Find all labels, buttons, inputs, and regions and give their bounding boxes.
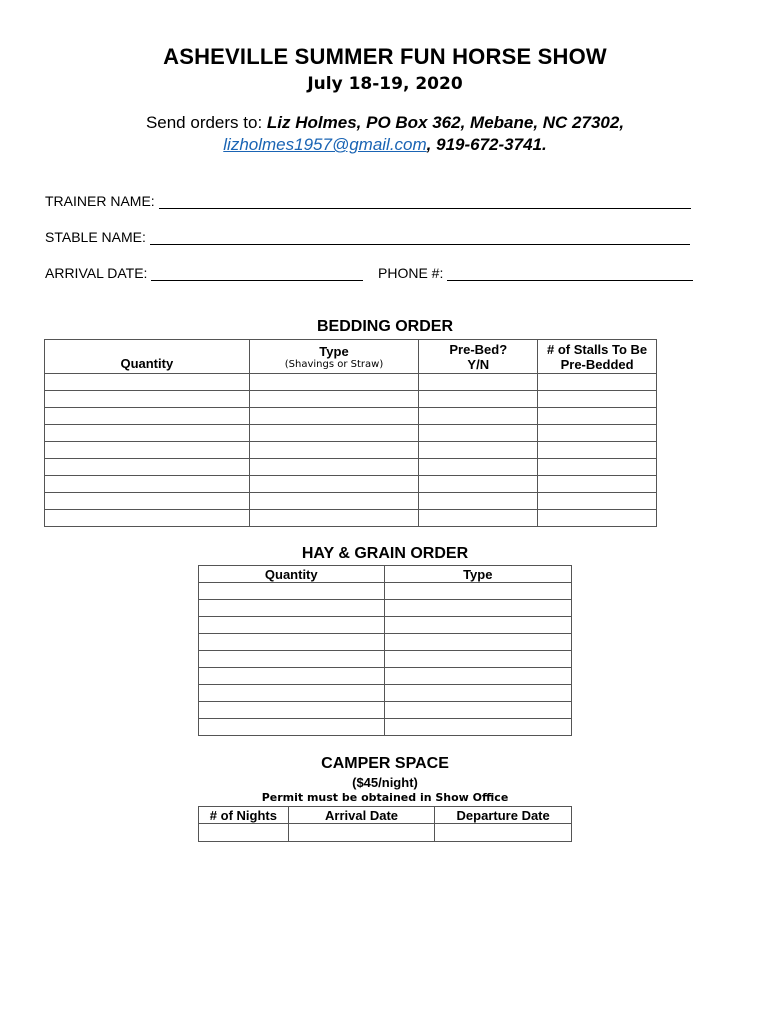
arrival-date-field[interactable] xyxy=(151,266,363,281)
bedding-col-stalls xyxy=(538,340,657,374)
table-cell[interactable] xyxy=(249,459,419,476)
table-cell[interactable] xyxy=(538,510,657,527)
hay-col-quantity: Quantity xyxy=(199,566,385,583)
table-row xyxy=(199,617,572,634)
table-cell[interactable] xyxy=(199,600,385,617)
bedding-col-type xyxy=(249,340,419,374)
camper-space-title: CAMPER SPACE xyxy=(321,755,449,772)
table-cell[interactable] xyxy=(45,408,250,425)
table-cell[interactable] xyxy=(538,459,657,476)
table-cell[interactable] xyxy=(419,493,538,510)
table-cell[interactable] xyxy=(384,617,571,634)
table-row xyxy=(199,583,572,600)
table-cell[interactable] xyxy=(249,374,419,391)
hay-col-type: Type xyxy=(384,566,571,583)
table-cell[interactable] xyxy=(419,510,538,527)
table-cell[interactable] xyxy=(538,493,657,510)
table-row xyxy=(45,442,657,459)
table-cell[interactable] xyxy=(384,668,571,685)
table-cell[interactable] xyxy=(199,719,385,736)
hay-grain-order-title: HAY & GRAIN ORDER xyxy=(301,545,469,562)
show-dates: July 18-19, 2020 xyxy=(307,74,463,94)
table-row xyxy=(199,600,572,617)
table-cell[interactable] xyxy=(249,408,419,425)
camper-col-nights: # of Nights xyxy=(199,807,289,824)
bedding-table xyxy=(44,339,657,527)
table-cell[interactable] xyxy=(538,391,657,408)
camper-table xyxy=(198,806,572,842)
table-cell[interactable] xyxy=(45,442,250,459)
table-row xyxy=(199,719,572,736)
table-row xyxy=(199,651,572,668)
table-cell[interactable] xyxy=(199,617,385,634)
table-row xyxy=(45,425,657,442)
table-row xyxy=(199,634,572,651)
phone-row xyxy=(378,265,693,281)
table-row xyxy=(45,408,657,425)
send-orders-line xyxy=(0,113,770,133)
send-label: Send orders to: xyxy=(145,113,263,132)
table-cell[interactable] xyxy=(199,824,289,842)
stable-name-row xyxy=(45,229,690,245)
trainer-name-row xyxy=(45,193,691,209)
table-cell[interactable] xyxy=(45,476,250,493)
table-cell[interactable] xyxy=(249,493,419,510)
camper-permit-note: Permit must be obtained in Show Office xyxy=(261,791,509,804)
phone-field[interactable] xyxy=(447,266,693,281)
bedding-col-prebed xyxy=(419,340,538,374)
table-cell[interactable] xyxy=(384,600,571,617)
table-cell[interactable] xyxy=(419,374,538,391)
hay-header-row xyxy=(199,566,572,583)
arrival-date-row xyxy=(45,265,363,281)
table-cell[interactable] xyxy=(384,685,571,702)
contact-line xyxy=(0,135,770,155)
table-cell[interactable] xyxy=(45,391,250,408)
table-cell[interactable] xyxy=(419,408,538,425)
table-cell[interactable] xyxy=(538,408,657,425)
table-cell[interactable] xyxy=(249,510,419,527)
bedding-col-type-label: Type xyxy=(319,343,349,359)
table-cell[interactable] xyxy=(384,634,571,651)
table-cell[interactable] xyxy=(384,651,571,668)
bedding-col-quantity: Quantity xyxy=(45,340,250,374)
table-cell[interactable] xyxy=(45,374,250,391)
camper-header-row xyxy=(199,807,572,824)
table-cell[interactable] xyxy=(199,583,385,600)
table-cell[interactable] xyxy=(249,391,419,408)
table-cell[interactable] xyxy=(419,425,538,442)
email-link[interactable]: lizholmes1957@gmail.com xyxy=(223,135,427,154)
table-row xyxy=(45,510,657,527)
table-cell[interactable] xyxy=(249,442,419,459)
table-cell[interactable] xyxy=(538,425,657,442)
table-cell[interactable] xyxy=(384,583,571,600)
table-row xyxy=(199,685,572,702)
page-title: ASHEVILLE SUMMER FUN HORSE SHOW xyxy=(163,44,607,69)
bedding-col-type-note: (Shavings or Straw) xyxy=(284,358,384,370)
camper-col-departure: Departure Date xyxy=(435,807,572,824)
phone-number: , 919-672-3741. xyxy=(426,135,547,154)
table-row xyxy=(45,374,657,391)
bedding-header-row xyxy=(45,340,657,374)
table-cell[interactable] xyxy=(419,442,538,459)
trainer-name-field[interactable] xyxy=(159,194,691,209)
bedding-col-prebed-2: Y/N xyxy=(467,356,490,372)
table-row xyxy=(45,459,657,476)
table-cell[interactable] xyxy=(45,510,250,527)
table-cell[interactable] xyxy=(538,374,657,391)
table-row xyxy=(199,668,572,685)
table-cell[interactable] xyxy=(288,824,435,842)
table-cell[interactable] xyxy=(419,459,538,476)
table-row xyxy=(45,476,657,493)
bedding-col-prebed-1: Pre-Bed? xyxy=(449,341,508,357)
table-cell[interactable] xyxy=(199,668,385,685)
table-cell[interactable] xyxy=(199,651,385,668)
bedding-col-stalls-1: # of Stalls To Be xyxy=(546,341,648,357)
table-cell[interactable] xyxy=(249,425,419,442)
hay-grain-table xyxy=(198,565,572,736)
camper-col-arrival: Arrival Date xyxy=(288,807,435,824)
table-cell[interactable] xyxy=(199,634,385,651)
table-cell[interactable] xyxy=(384,719,571,736)
table-row xyxy=(45,391,657,408)
phone-label: PHONE #: xyxy=(378,265,444,281)
table-cell[interactable] xyxy=(384,702,571,719)
table-cell[interactable] xyxy=(45,493,250,510)
stable-name-field[interactable] xyxy=(150,230,690,245)
table-cell[interactable] xyxy=(419,391,538,408)
table-cell[interactable] xyxy=(45,459,250,476)
table-cell[interactable] xyxy=(249,476,419,493)
bedding-col-stalls-2: Pre-Bedded xyxy=(560,356,634,372)
table-cell[interactable] xyxy=(538,442,657,459)
stable-name-label: STABLE NAME: xyxy=(45,229,146,245)
table-cell[interactable] xyxy=(538,476,657,493)
table-row xyxy=(45,493,657,510)
table-row xyxy=(199,702,572,719)
table-row xyxy=(199,824,572,842)
table-cell[interactable] xyxy=(419,476,538,493)
send-address: Liz Holmes, PO Box 362, Mebane, NC 27302, xyxy=(266,113,625,132)
arrival-date-label: ARRIVAL DATE: xyxy=(45,265,148,281)
bedding-order-title: BEDDING ORDER xyxy=(316,318,453,335)
table-cell[interactable] xyxy=(435,824,572,842)
trainer-name-label: TRAINER NAME: xyxy=(45,193,155,209)
table-cell[interactable] xyxy=(199,702,385,719)
table-cell[interactable] xyxy=(199,685,385,702)
camper-price: ($45/night) xyxy=(352,775,418,790)
table-cell[interactable] xyxy=(45,425,250,442)
